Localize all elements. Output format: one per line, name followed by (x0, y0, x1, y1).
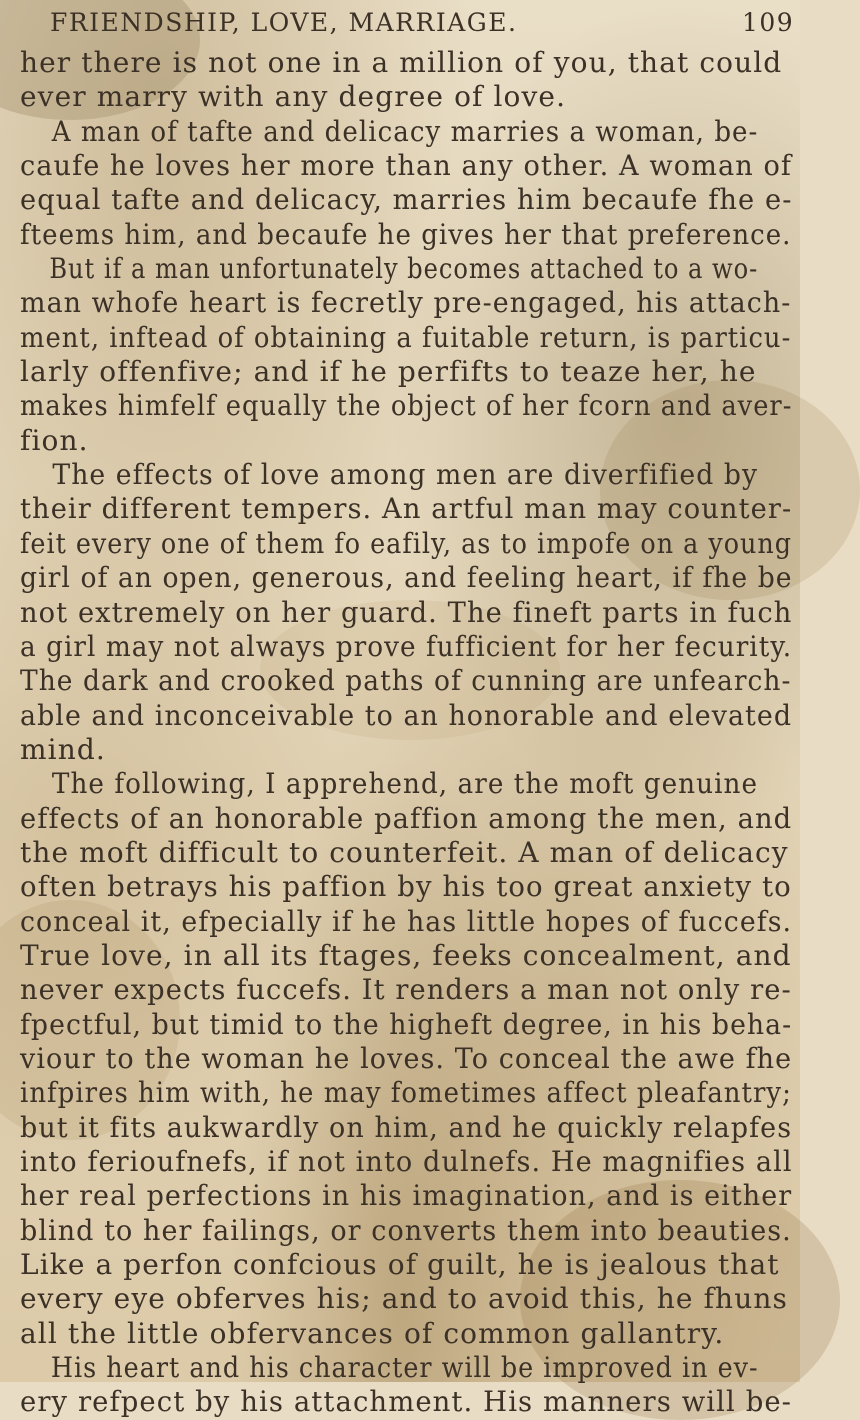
running-title: FRIENDSHIP, LOVE, MARRIAGE. (50, 8, 518, 37)
text-line: able and inconceivable to an honorable and elevated (20, 698, 793, 732)
text-line: all the little obfervances of common gallantry. (20, 1316, 725, 1350)
text-line: ment, inftead of obtaining a fuitable return, is particu- (20, 320, 792, 354)
text-line: The dark and crooked paths of cunning are unfearch- (20, 664, 792, 698)
text-line: man whofe heart is fecretly pre-engaged, his attach- (20, 286, 792, 320)
text-line: The following, I apprehend, are the moft genuine (51, 767, 759, 801)
text-line: a girl may not always prove fufficient for her fecurity. (20, 629, 793, 663)
text-line: caufe he loves her more than any other. A woman of (20, 149, 793, 183)
text-line: makes himfelf equally the object of her fcorn and aver- (20, 389, 793, 423)
text-line: But if a man unfortunately becomes attached to a wo- (49, 252, 759, 286)
text-line: blind to her failings, or converts them into beauties. (20, 1213, 792, 1247)
text-line: Like a perfon confcious of guilt, he is jealous that (20, 1248, 780, 1282)
page-number: 109 (742, 8, 795, 37)
text-line: into ferioufnefs, if not into dulnefs. He magnifies all (20, 1145, 793, 1178)
text-line: fteems him, and becaufe he gives her that preference. (20, 217, 792, 251)
text-line: viour to the woman he loves. To conceal the awe fhe (20, 1041, 793, 1075)
text-line: every eye obferves his; and to avoid this, he fhuns (20, 1282, 788, 1316)
text-line: her real perfections in his imagination, and is either (20, 1179, 793, 1213)
text-line: girl of an open, generous, and feeling heart, if fhe be (20, 561, 793, 595)
text-line: fion. (20, 423, 89, 457)
text-line: fpectful, but timid to the higheft degree, in his beha- (20, 1007, 793, 1041)
running-header (20, 0, 795, 46)
text-line: but it fits aukwardly on him, and he quickly relapfes (20, 1110, 793, 1144)
text-line: effects of an honorable paffion among the men, and (20, 801, 793, 835)
text-line: His heart and his character will be improved in ev- (50, 1351, 759, 1385)
text-line: larly offenfive; and if he perfifts to teaze her, he (20, 355, 757, 389)
text-line: often betrays his paffion by his too great anxiety to (20, 870, 792, 904)
text-line: A man of tafte and delicacy marries a woman, be- (51, 114, 759, 148)
text-line: not extremely on her guard. The fineft parts in fuch (20, 595, 793, 629)
text-line: The effects of love among men are diverfified by (52, 458, 759, 492)
text-line: never expects fuccefs. It renders a man not only re- (20, 973, 792, 1007)
text-line: ever marry with any degree of love. (20, 80, 567, 114)
page-text (20, 0, 795, 1420)
text-line: conceal it, efpecially if he has little hopes of fuccefs. (20, 904, 793, 938)
text-line: True love, in all its ftages, feeks concealment, and (20, 938, 792, 972)
text-line: infpires him with, he may fometimes affect pleafantry; (20, 1076, 792, 1110)
text-line: equal tafte and delicacy, marries him becaufe fhe e- (20, 183, 793, 217)
text-line: the moft difficult to counterfeit. A man of delicacy (20, 835, 789, 869)
text-line: ery refpect by his attachment. His manners will be- (20, 1385, 793, 1419)
text-line: mind. (20, 732, 106, 766)
text-line: feit every one of them fo eafily, as to impofe on a young (20, 526, 793, 560)
text-line: her there is not one in a million of you, that could (20, 46, 783, 79)
text-line: their different tempers. An artful man may counter- (20, 492, 793, 526)
